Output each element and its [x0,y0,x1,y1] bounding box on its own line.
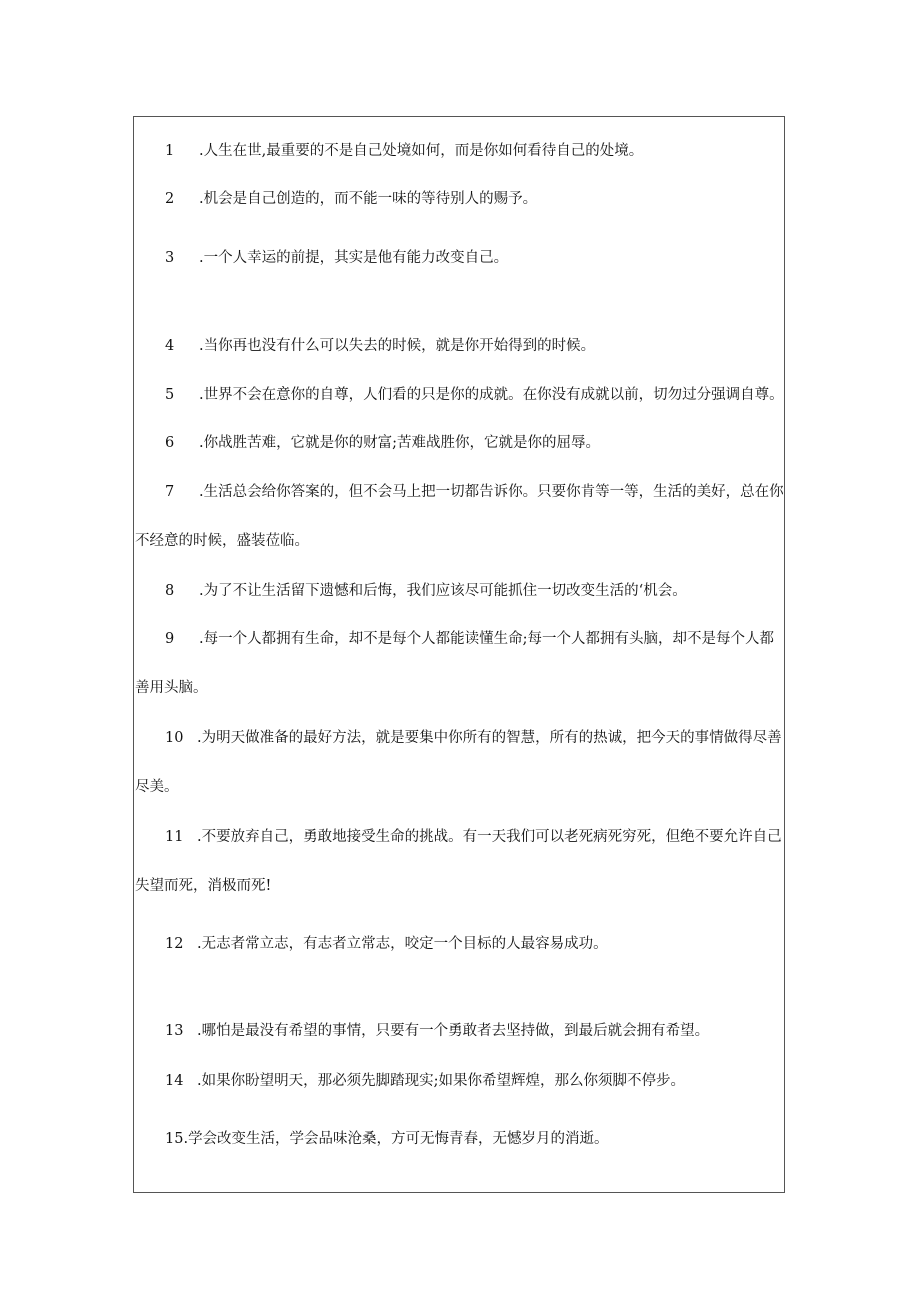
item-text: 学会改变生活，学会品味沧桑，方可无悔青春，无憾岁月的消逝。 [188,1131,609,1147]
item-number: 4 [165,338,175,354]
item-number: 10 [165,730,184,746]
item-text: .哪怕是最没有希望的事情，只要有一个勇敢者去坚持做，到最后就会拥有希望。 [197,1023,710,1039]
item-number: 6 [165,435,175,451]
item-number: 7 [165,484,175,500]
item-number: 12 [165,936,184,952]
item-text: .机会是自己创造的，而不能一味的等待别人的赐予。 [199,191,538,207]
item-number: 8 [165,583,175,599]
list-item [135,1071,785,1091]
item-text: .每一个人都拥有生命，却不是每个人都能读懂生命;每一个人都拥有头脑，却不是每个人都善用头脑。 [135,631,774,696]
list-item [135,189,785,209]
list-item [135,813,785,911]
list-item [135,714,785,812]
list-item [135,934,785,954]
item-number: 13 [165,1023,184,1039]
item-number: 14 [165,1073,184,1089]
item-number: 9 [165,631,175,647]
item-text: .不要放弃自己，勇敢地接受生命的挑战。有一天我们可以老死病死穷死，但绝不要允许自己失望而死，消极而死! [135,829,782,894]
item-number: 11 [165,829,184,845]
item-text: .世界不会在意你的自尊，人们看的只是你的成就。在你没有成就以前，切勿过分强调自尊。 [199,387,784,403]
item-text: .你战胜苦难，它就是你的财富;苦难战胜你，它就是你的屈辱。 [199,435,600,451]
list-item [135,385,785,405]
item-number: 1 [165,143,175,159]
item-number: 2 [165,191,175,207]
list-item [135,248,785,268]
item-text: .为明天做准备的最好方法，就是要集中你所有的智慧，所有的热诚，把今天的事情做得尽善尽美。 [135,730,782,795]
list-item [135,433,785,453]
item-number: 3 [165,250,175,266]
list-item [135,336,785,356]
item-text: .当你再也没有什么可以失去的时候，就是你开始得到的时候。 [199,338,596,354]
item-text: .为了不让生活留下遗憾和后悔，我们应该尽可能抓住一切改变生活的‘机会。 [199,583,687,599]
list-item [135,581,785,601]
item-number: 5 [165,387,175,403]
item-text: .如果你盼望明天，那必须先脚踏现实;如果你希望辉煌，那么你须脚不停步。 [197,1073,685,1089]
list-item [135,1129,785,1149]
item-text: .人生在世,最重要的不是自己处境如何，而是你如何看待自己的处境。 [199,143,644,159]
item-text: .一个人幸运的前提，其实是他有能力改变自己。 [199,250,509,266]
list-item [135,468,785,566]
item-text: .无志者常立志，有志者立常志，咬定一个目标的人最容易成功。 [197,936,608,952]
item-text: .生活总会给你答案的，但不会马上把一切都告诉你。只要你肯等一等，生活的美好，总在你不经意的时候，盛装莅临。 [135,484,784,549]
list-item [135,141,785,161]
item-number: 15. [165,1131,189,1147]
list-item [135,615,785,713]
list-item [135,1021,785,1041]
